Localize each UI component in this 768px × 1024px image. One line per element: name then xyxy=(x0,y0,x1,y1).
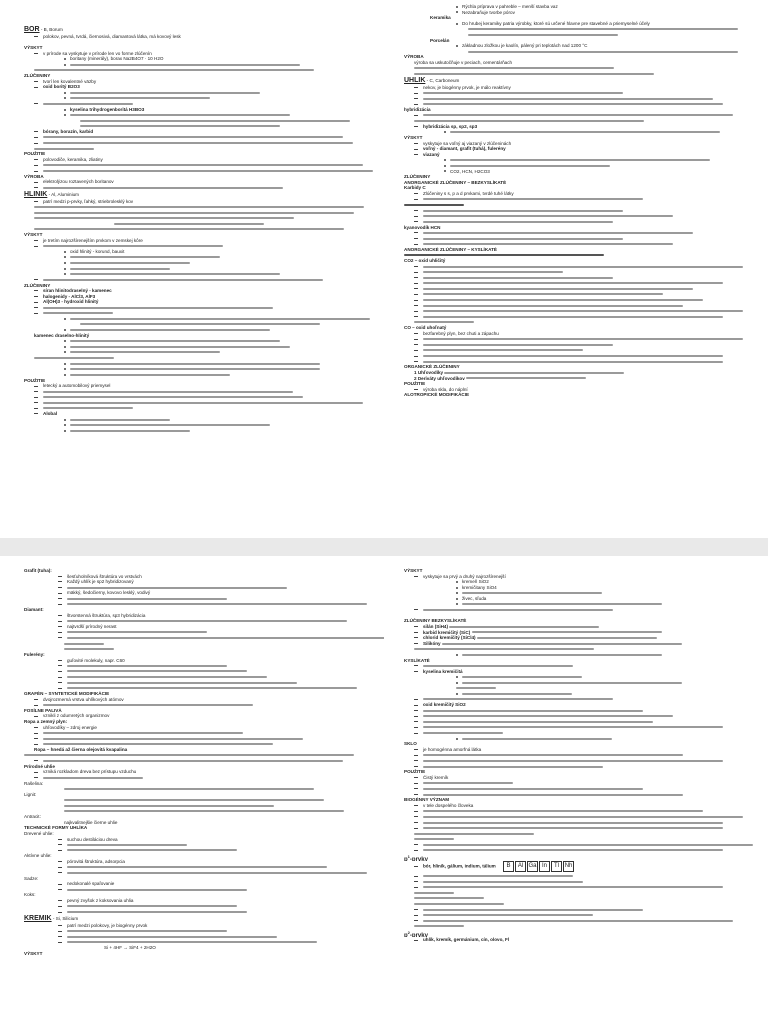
label-vyskyt: VÝSKYT xyxy=(404,568,423,573)
text-line: Ropa – hnedá až čierna olejovitá kvapalina xyxy=(34,747,128,752)
text-line: CO2 – oxid uhličitý xyxy=(404,258,446,264)
label-aktivne-uhlie: Aktívne uhlie: xyxy=(24,853,52,859)
text-line: nekov, je biogénny prvok, je málo reaktívny xyxy=(423,84,511,90)
text-line: uhľovodíky – zdroj energie xyxy=(43,724,97,730)
text-line: Al(OH)3 - hydroxid hlinitý xyxy=(43,299,99,305)
text-line: silán (SiH4) xyxy=(423,623,449,629)
text-line: halogenidy - AlCl3, AlF3 xyxy=(43,293,96,299)
text-line: nedokonalé spaľovanie xyxy=(67,881,115,887)
text-line: kyanovodík HCN xyxy=(404,224,441,230)
label-vyroba: VÝROBA xyxy=(404,54,424,60)
page-gap xyxy=(0,538,768,556)
label-prirodne-uhlie: Prírodné uhlie xyxy=(24,763,55,769)
text-line: suchou destiláciou dreva xyxy=(67,836,118,842)
section-title-uhlik: UHLÍK - C, Carboneum xyxy=(404,76,460,84)
text-line: v tele dospelého človeka xyxy=(423,802,474,808)
page-1-left-column xyxy=(24,26,384,434)
text-line: voľný - diamant, grafit (tuhá), fulerény xyxy=(423,146,506,152)
label-alotropicke: ALOTROPICKÉ MODIFIKÁCIE xyxy=(404,392,470,398)
text-line: šesťuholníková štruktúra vo vrstvách xyxy=(67,573,142,579)
label-grafen: GRAFÉN – SYNTETICKÉ MODIFIKÁCIE xyxy=(24,691,110,697)
text-line: pórovitá štruktúra, adsorpcia xyxy=(67,858,125,864)
page-1-right-column xyxy=(404,4,754,398)
label-karbidy: Karbidy C xyxy=(404,185,426,191)
element-cell: In xyxy=(539,861,550,872)
label-lignit: Lignit: xyxy=(24,791,37,797)
text-line: kyselina trihydrogenboritá H3BO3 xyxy=(70,106,145,112)
label-zlucneniny: ZLÚČENINY xyxy=(24,282,51,288)
label-zlucneniny: ZLÚČENINY xyxy=(24,73,51,79)
text-line: najkvalitnejšie čierne uhlie xyxy=(64,819,118,825)
label-sklo: SKLO xyxy=(404,741,417,747)
label-organicke: ORGANICKÉ ZLÚČENINY xyxy=(404,364,460,370)
label-hybridizacia: hybridizácia xyxy=(404,107,431,113)
label-anorganicke: ANORGANICKÉ ZLÚČENINY – BEZKYSLÍKATÉ xyxy=(404,179,507,185)
label-pouzitie: POUŽITIE xyxy=(404,769,426,775)
label-fosilne: FOSÍLNE PALIVÁ xyxy=(24,707,62,713)
element-cell: Tl xyxy=(551,861,562,872)
text-line: vyskytuje sa prvý a druhý najrozšírenejší xyxy=(423,573,506,579)
text-line: guľovité molekuly, napr. C60 xyxy=(67,657,125,663)
section-title-p1: $p^1$-prvky xyxy=(404,854,428,862)
label-technicke-formy: TECHNICKÉ FORMY UHLÍKA xyxy=(24,825,88,831)
text-line: tvorí len kovalentné väzby xyxy=(43,78,97,84)
text-line: hybridizácia sp, sp2, sp3 xyxy=(423,123,478,129)
label-fulereny: Fulerény: xyxy=(24,651,45,657)
text-line: živec, sľuda xyxy=(462,595,487,601)
element-cell: Nh xyxy=(563,861,574,872)
text-line: Do hrubej keramiky patria výrobky, ktoré sú určené hlavne pre stavebné a priemyselné účely xyxy=(462,20,650,26)
label-keramika: Keramika xyxy=(430,15,451,21)
text-line: letecký a automobilový priemysel xyxy=(43,383,111,389)
page-2-left-column xyxy=(24,568,384,956)
page-2-right-column xyxy=(404,568,754,943)
text-line: kyselina kremičitá xyxy=(423,668,463,674)
text-line: 1 Uhľovodíky xyxy=(414,370,444,375)
section-title-kremik: KREMÍK - Si, Silicium xyxy=(24,914,79,922)
text-line: Zlúčeniny s s, p a d prvkami, tvrdé tuhé látky xyxy=(423,191,514,196)
text-line: polovodiče, keramika, zliatiny xyxy=(43,157,103,163)
label-ropa: Ropa a zemný plyn: xyxy=(24,719,68,725)
label-vyroba: VÝROBA xyxy=(24,173,44,179)
text-line: oxid boritý B2O3 xyxy=(43,84,80,90)
text-line: CO2, HCN, H2CO3 xyxy=(450,168,490,174)
label-biogenny: BIOGÉNNY VÝZNAM xyxy=(404,797,450,803)
label-zlucneniny-bezkyslikate: ZLÚČENINY BEZKYSLÍKATÉ xyxy=(404,618,467,624)
text-line: chlorid kremičitý (SiCl4) xyxy=(423,635,476,641)
text-line: je tretím najrozšírenejším prvkom v zemskej kôre xyxy=(43,237,143,243)
text-line: elektrolýzou roztavených boritanov xyxy=(43,179,114,185)
text-line: uhlík, kremík, germánium, cín, olovo, Fl xyxy=(423,937,510,943)
label-anorganicke-kyslikate: ANORGANICKÉ ZLÚČENINY – KYSLÍKATÉ xyxy=(404,246,497,252)
text-line: oxid kremičitý SiO2 xyxy=(423,702,466,708)
label-antracit: Antracit: xyxy=(24,814,41,820)
text-line: kremičitany SiO4 xyxy=(462,584,497,590)
p1-row xyxy=(404,861,754,873)
text-line: Každý uhlík je sp2 hybridizovaný xyxy=(67,579,134,585)
label-vyskyt: VÝSKYT xyxy=(24,45,43,51)
text-line: bezfarebný plyn, bez chuti a zápachu xyxy=(423,330,499,336)
text-line: 2 Deriváty uhľovodíkov xyxy=(414,375,465,381)
text-line: patrí medzi polokovy, je biogénny prvok xyxy=(67,922,148,928)
label-vyskyt: VÝSKYT xyxy=(404,135,423,141)
text-line: Si + 4HF → SiF4 + 2H2O xyxy=(104,945,156,951)
text-line: základnou zložkou je kaolín, pálený pri teplotách nad 1200 °C xyxy=(462,43,588,49)
text-line: patrí medzi p-prvky, ľahký, striebrolesklý kov xyxy=(43,198,134,204)
text-line: Čistý kremík xyxy=(423,774,449,780)
element-table xyxy=(503,861,575,872)
section-title-bor: BÓR - B, Borum xyxy=(24,26,63,33)
label-drevene-uhlie: Drevené uhlie: xyxy=(24,830,54,836)
text-line: dvojrozmerná vrstva uhlíkových atómov xyxy=(43,696,124,702)
text-line: vznikli z odumretých organizmov xyxy=(43,713,110,719)
label-diamant: Diamant: xyxy=(24,607,44,613)
text-line: polokov, pevná, tvrdá, čiernosivá, diamantová látka, má kovový lesk xyxy=(43,34,181,39)
label-kyslikate: KYSLÍKATÉ xyxy=(404,657,430,663)
text-line: boritany (minerály), borax Na2B4O7 · 10 H2O xyxy=(70,56,164,62)
element-cell: Al xyxy=(515,861,526,872)
text-line: oxid hlinitý - korund, bauxit xyxy=(70,248,125,254)
text-line: výroba skla, do náplní xyxy=(423,386,468,392)
text-line: výroba sa uskutočňuje v peciach, cementárňach xyxy=(414,59,513,65)
section-title-hlinik: HLINÍK - Al, Aluminium xyxy=(24,190,79,198)
element-cell: B xyxy=(503,861,514,872)
text-line: Rýchla príprava v pahreble – menší stavba vaz xyxy=(462,4,558,9)
label-koks: Koks: xyxy=(24,892,36,898)
label-pouzitie: POUŽITIE xyxy=(24,151,46,157)
text-line: mäkký, šedočierny, kovovo lesklý, vodivý xyxy=(67,590,151,596)
text-line: kamenec draselno-hlinitý xyxy=(34,332,90,338)
text-line: v prírode sa vyskytuje v prírode len vo forme zlúčenín xyxy=(43,50,152,56)
text-line: vyskytuje sa voľný aj viazaný v zlúčeninách xyxy=(423,140,512,146)
element-cell: Ga xyxy=(527,861,538,872)
text-line: vzniká rozkladom dreva bez prístupu vzduchu xyxy=(43,769,137,775)
text-line: síran hlinitodraselný - kamenec xyxy=(43,288,112,294)
label-co: CO – oxid uhoľnatý xyxy=(404,325,447,331)
text-line: karbid kremičitý (SiC) xyxy=(423,629,471,635)
text-line: kremeň SiO2 xyxy=(462,579,489,585)
text-line: Alobal xyxy=(43,411,58,417)
text-line: Silikóny xyxy=(423,640,441,646)
label-vyskyt: VÝSKYT xyxy=(24,950,43,956)
label-zlucneniny: ZLÚČENINY xyxy=(404,174,431,180)
text-line: viazaný xyxy=(423,151,440,157)
label-sadze: Sadze: xyxy=(24,875,39,881)
label-pouzitie: POUŽITIE xyxy=(404,381,426,387)
text-line: pevný zvyšok z koksovania uhlia xyxy=(67,898,134,904)
label-grafit: Grafit (tuha): xyxy=(24,568,52,573)
text-line: je homogénna amorfná látka xyxy=(423,747,482,752)
text-line: bórany, borazín, karbid xyxy=(43,129,94,135)
text-line: bór, hliník, gálium, indium, tálium xyxy=(423,864,496,869)
text-line: štvorstenná štruktúra, sp3 hybridizácia xyxy=(67,612,146,618)
label-vyskyt: VÝSKYT xyxy=(24,232,43,238)
label-porcelan: Porcelán xyxy=(430,37,450,43)
label-pouzitie: POUŽITIE xyxy=(24,377,46,383)
section-title-p2: $p^2$-prvky xyxy=(404,930,428,938)
label-raselina: Rašelina: xyxy=(24,780,44,786)
text-line: najtvrdší prírodný nerast xyxy=(67,623,117,629)
text-line: Nezabraňuje tvorbe pórov xyxy=(462,9,515,15)
page-2 xyxy=(0,556,768,1024)
